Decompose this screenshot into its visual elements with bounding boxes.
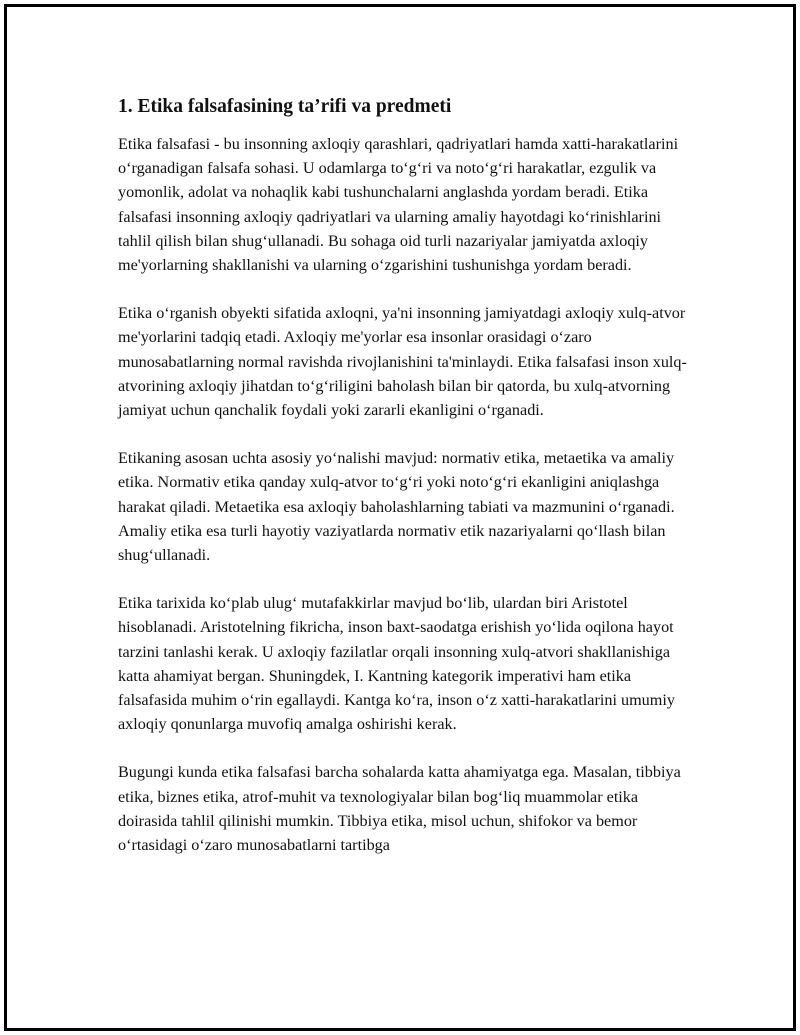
paragraph-main-directions: Etikaning asosan uchta asosiy yoʻnalishi mavjud: normativ etika, metaetika va amaliy etika. Normativ etika qanday xulq-atvor toʻgʻri yoki notoʻgʻri ekanligini aniqlashga harakat qiladi. Metaetika esa axloqiy baholashlarning tabiati va mazmunini oʻrganadi. Amaliy etika esa turli hayotiy vaziyatlarda normativ etik nazariyalarni qoʻllash bilan shugʻullanadi. (118, 449, 675, 565)
paragraph-definition: Etika falsafasi - bu insonning axloqiy qarashlari, qadriyatlari hamda xatti-harakatlarini oʻrganadigan falsafa sohasi. U odamlarga toʻgʻri va notoʻgʻri harakatlar, ezgulik va yomonlik, adolat va nohaqlik kabi tushunchalarni anglashda yordam beradi. Etika falsafasi insonning axloqiy qadriyatlari va ularning amaliy hayotdagi koʻrinishlarini tahlil qilish bilan shugʻullanadi. Bu sohaga oid turli nazariyalar jamiyatda axloqiy me'yorlarning shakllanishi va ularning oʻzgarishini tushunishga yordam beradi. (118, 135, 679, 275)
section-heading: 1. Etika falsafasining ta’rifi va predmeti (118, 96, 452, 117)
paragraph-object-of-study: Etika oʻrganish obyekti sifatida axloqni, ya'ni insonning jamiyatdagi axloqiy xulq-atvor me'yorlarini tadqiq etadi. Axloqiy me'yorlar esa insonlar orasidagi oʻzaro munosabatlarning normal ravishda rivojlanishini ta'minlaydi. Etika falsafasi inson xulq-atvorining axloqiy jihatdan toʻgʻriligini baholash bilan bir qatorda, bu xulq-atvorning jamiyat uchun qanchalik foydali yokі zararli ekanligini oʻrganadi. (118, 304, 687, 420)
document-body (118, 94, 688, 881)
paragraph-history: Etika tarixida koʻplab ulugʻ mutafakkirlar mavjud boʻlib, ulardan biri Aristotel hisoblanadi. Aristotelning fikricha, inson baxt-saodatga erishish yoʻlida oqilona hayot tarzini tanlashi kerak. U axloqiy fazilatlar orqali insonning xulq-atvori shakllanishiga katta ahamiyat bergan. Shuningdek, I. Kantning kategorik imperativi ham etika falsafasida muhim oʻrin egallaydi. Kantga koʻra, inson oʻz xatti-harakatlarini umumiy axloqiy qonunlarga muvofiq amalga oshirishi kerak. (118, 594, 675, 734)
paragraph-modern-relevance: Bugungi kunda etika falsafasi barcha sohalarda katta ahamiyatga ega. Masalan, tibbiya etika, biznes etika, atrof-muhit va texnologiyalar bilan bogʻliq muammolar etika doirasida tahlil qilinishi mumkin. Tibbiya etika, misol uchun, shifokor va bemor oʻrtasidagi oʻzaro munosabatlarni tartibga (118, 763, 681, 855)
